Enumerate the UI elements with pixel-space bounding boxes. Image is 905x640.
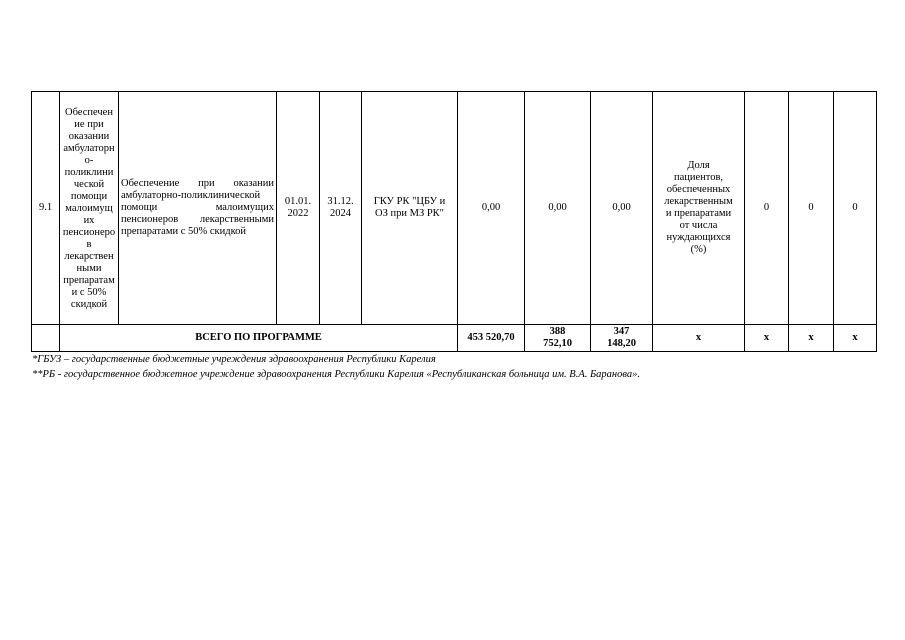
total-x-1: х	[653, 325, 745, 352]
total-x-2: х	[745, 325, 789, 352]
total-x-4: х	[834, 325, 877, 352]
total-label: ВСЕГО ПО ПРОГРАММЕ	[60, 325, 458, 352]
row-number: 9.1	[32, 92, 60, 325]
total-row	[32, 325, 877, 352]
total-value-1: 453 520,70	[458, 325, 525, 352]
program-table	[31, 91, 877, 352]
activity-short-name: Обеспечен ие при оказании амбулаторн о- поликлини ческой помощи малоимущ их пенсионеро в лекарствен ными препаратам и с 50% скидкой	[60, 92, 119, 325]
funding-value-2: 0,00	[525, 92, 591, 325]
indicator-value-1: 0	[745, 92, 789, 325]
total-value-3: 347 148,20	[591, 325, 653, 352]
activity-description: Обеспечение при оказании амбулаторно-поликлинической помощи малоимущих пенсионеров лекарственными препаратами с 50% скидкой	[119, 92, 277, 325]
indicator-value-2: 0	[789, 92, 834, 325]
footnote-gbuz: *ГБУЗ – государственные бюджетные учреждения здравоохранения Республики Карелия	[32, 354, 436, 365]
table-row	[32, 92, 877, 325]
funding-value-3: 0,00	[591, 92, 653, 325]
footnote-rb: **РБ - государственное бюджетное учреждение здравоохранения Республики Карелия «Республиканская больница им. В.А. Баранова».	[32, 369, 641, 380]
funding-value-1: 0,00	[458, 92, 525, 325]
total-empty-cell	[32, 325, 60, 352]
indicator-name: Доля пациентов, обеспеченных лекарственным и препаратами от числа нуждающихся (%)	[653, 92, 745, 325]
end-date: 31.12. 2024	[320, 92, 362, 325]
executor: ГКУ РК "ЦБУ и ОЗ при МЗ РК"	[362, 92, 458, 325]
total-x-3: х	[789, 325, 834, 352]
indicator-value-3: 0	[834, 92, 877, 325]
start-date: 01.01. 2022	[277, 92, 320, 325]
total-value-2: 388 752,10	[525, 325, 591, 352]
